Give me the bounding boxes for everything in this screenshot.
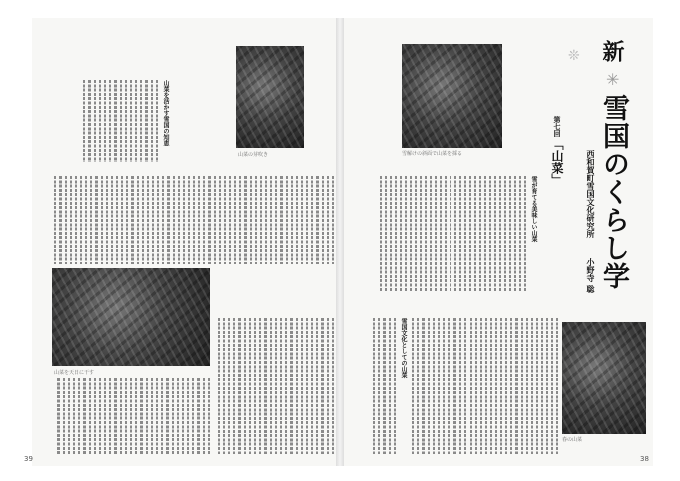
body-text-block [54, 176, 334, 264]
page-number-left: 39 [24, 455, 33, 463]
author-name: 小野寺 聡 [586, 258, 595, 293]
body-text-block [470, 318, 558, 454]
page-number-right: 38 [640, 455, 649, 463]
caption-harvest: 雪解けの斜面で山菜を採る [402, 151, 463, 157]
snowflake-icon: ✳ [606, 70, 620, 89]
photo-harvest [402, 44, 502, 148]
series-label: 第七回 [553, 116, 561, 137]
author-organization: 西和賀町雪国文化研究所 [586, 150, 595, 238]
section-heading: 山菜を活かす雪国の知恵 [162, 80, 169, 146]
snowflake-icon: ❊ [568, 48, 580, 64]
page-gutter [336, 18, 344, 466]
body-text-block [370, 318, 396, 454]
caption-sansai: 春の山菜 [562, 437, 583, 443]
section-heading: 雪国文化としての山菜 [400, 318, 407, 378]
body-text-block [216, 318, 334, 454]
body-text-block [80, 80, 158, 162]
body-text-block [380, 176, 526, 292]
photo-sprouts [236, 46, 304, 148]
series-topic: 「山菜」 [550, 138, 564, 186]
photo-drying [52, 268, 210, 366]
caption-sprouts: 山菜の芽吹き [238, 152, 269, 158]
caption-drying: 山菜を天日に干す [54, 370, 95, 376]
body-text-block [410, 318, 466, 454]
series-title: 雪国のくらし学 [598, 94, 629, 290]
body-text-block [54, 378, 210, 454]
section-heading: 雪が育てる美味しい山菜 [530, 176, 537, 242]
photo-sansai [562, 322, 646, 434]
title-prefix: 新 [599, 40, 624, 62]
